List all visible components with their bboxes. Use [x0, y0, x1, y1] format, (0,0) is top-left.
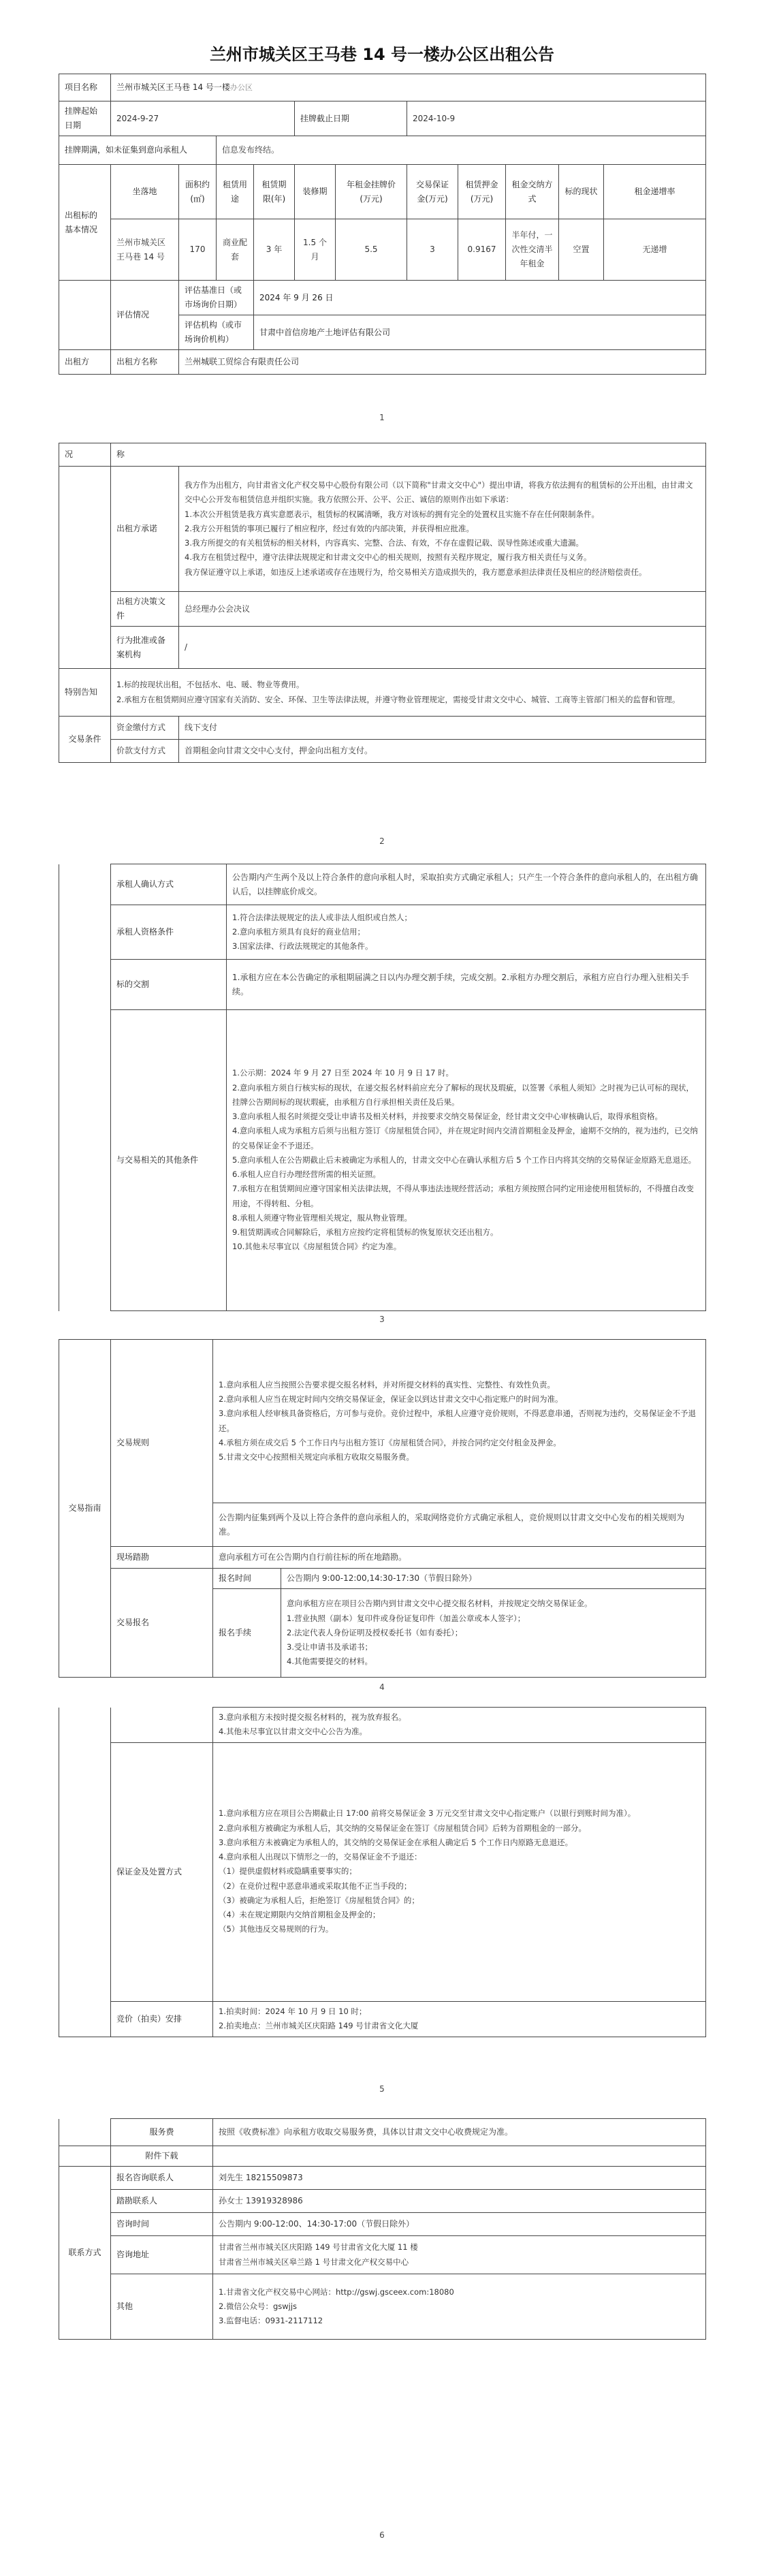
pay-value: 线下支付	[179, 717, 706, 740]
notice-value: 意向承租方可在公告期内自行前往标的所在地踏勘。	[213, 1547, 706, 1569]
page-number: 2	[379, 836, 385, 846]
col-header: 租赁期限(年)	[254, 165, 295, 219]
top-line: 3.意向承租方未按时提交报名材料的，视为放弃报名。	[219, 1712, 407, 1722]
col-header: 年租金挂牌价(万元)	[336, 165, 407, 219]
page-title: 兰州市城关区王马巷 14 号一楼办公区出租公告	[209, 45, 555, 64]
pay-req-value: 首期租金向甘肃文交中心支付，押金向出租方支付。	[179, 740, 706, 763]
other-line: 3.意向承租人报名时须提交受让申请书及相关材料，并按要求交纳交易保证金，经甘肃文交中心审核确认后，取得承租资格。	[232, 1112, 663, 1122]
eval-base-label: 评估基准日（或市场询价日期）	[179, 281, 254, 315]
rules2-value: 公告期内征集到两个及以上符合条件的意向承租人的，采取网络竞价方式确定承租人，竞价规则以甘肃文交中心发布的相关规则为准。	[213, 1503, 706, 1547]
approve-value: /	[179, 627, 706, 669]
c2-label: 踏勘联系人	[111, 2190, 213, 2213]
other-line: 5.意向承租人在公告期截止后未被确定为承租人的，甘肃文交中心在确认承租方后 5 个工作日内将其交纳的交易保证金原路无息退还。	[232, 1155, 697, 1165]
lessee-conditions-table	[59, 864, 706, 1311]
pay-req-label: 价款支付方式	[111, 740, 179, 763]
approve-label: 行为批准或备案机构	[111, 627, 179, 669]
col-header: 租赁押金(万元)	[458, 165, 506, 219]
apply-req-line: 意向承租方应在项目公告期内到甘肃文交中心提交报名材料，并按规定交纳交易保证金。	[287, 1599, 592, 1609]
deposit-table	[59, 1707, 706, 2037]
lessor-name-value: 兰州城联工贸综合有限责任公司	[179, 350, 706, 375]
table-cell: 空置	[559, 219, 604, 281]
end-date-label: 挂牌截止日期	[295, 101, 407, 136]
bid-line: 1.拍卖时间：2024 年 10 月 9 日 10 时；	[219, 2006, 367, 2016]
page-number: 5	[379, 2084, 385, 2094]
c1-value: 刘先生 18215509873	[213, 2167, 706, 2190]
start-date-label: 挂牌起始日期	[59, 101, 111, 136]
mark-label: 标的交割	[111, 960, 227, 1010]
apply-req-line: 3.受让申请书及承诺书；	[287, 1642, 372, 1652]
service-label: 服务费	[111, 2119, 213, 2146]
c4-line: 甘肃省兰州市城关区庆阳路 149 号甘肃省文化大厦 11 楼	[219, 2242, 418, 2252]
table-cell: 无递增	[604, 219, 706, 281]
deadline-note-value: 信息发布终结。	[217, 136, 706, 165]
section-fragment: 况	[59, 443, 111, 467]
col-header: 租赁用途	[217, 165, 254, 219]
decision-value: 总经理办公会决议	[179, 592, 706, 627]
guide-side-label: 交易指南	[59, 1340, 111, 1678]
commit-line: 2.我方公开租赁的事项已履行了相应程序，经过有效的内部决策，并获得相应批准。	[185, 523, 474, 533]
commit-line: 1.本次公开租赁是我方真实意愿表示，租赁标的权属清晰，我方对该标的拥有完全的处置权且实施不存在任何限制条件。	[185, 509, 599, 519]
deposit-line: （4）未在规定期限内交纳首期租金及押金的；	[219, 1910, 381, 1920]
table-cell: 3	[407, 219, 458, 281]
apply-req-line: 4.其他需要提交的材料。	[287, 1656, 372, 1667]
bid-line: 2.拍卖地点：兰州市城关区庆阳路 149 号甘肃省文化大厦	[219, 2021, 419, 2031]
other-line: 9.租赁期满或合同解除后，承租方应按约定将租赁标的恢复原状交还出租方。	[232, 1227, 498, 1238]
other-line: 4.意向承租人成为承租方后须与出租方签订《房屋租赁合同》，并在规定时间内交清首期租金及押金，逾期不交纳的，视为违约，已交纳的交易保证金不予退还。	[232, 1126, 698, 1150]
table-cell: 兰州市城关区王马巷 14 号	[111, 219, 179, 281]
contact-label: 联系方式	[59, 2167, 111, 2340]
contact-table	[59, 2118, 706, 2340]
page-number: 4	[379, 1682, 385, 1692]
col-header: 租金交纳方式	[506, 165, 559, 219]
apply-req-line: 1.营业执照（副本）复印件或身份证复印件（加盖公章或本人签字）；	[287, 1613, 526, 1623]
eval-base-value: 2024 年 9 月 26 日	[254, 281, 706, 315]
deposit-line: （1）提供虚假材料或隐瞒重要事实的；	[219, 1866, 357, 1876]
table-cell: 半年付，一次性交清半年租金	[506, 219, 559, 281]
section-fragment: 称	[111, 443, 706, 467]
rules-label: 交易规则	[111, 1340, 213, 1547]
project-name-value: 兰州市城关区王马巷 14 号一楼	[116, 82, 230, 92]
other-line: 1.公示期：2024 年 9 月 27 日至 2024 年 10 月 9 日 17 时。	[232, 1068, 454, 1078]
apply-label: 交易报名	[111, 1569, 213, 1678]
rules-line: 3.意向承租人经审核具备资格后，方可参与竞价。竞价过程中，承租人应遵守竞价规则，不得恶意串通，否则视为违约，交易保证金不予退还。	[219, 1409, 696, 1433]
c4-line: 甘肃省兰州市城关区皋兰路 1 号甘肃文化产权交易中心	[219, 2257, 409, 2267]
basic-info-table	[59, 74, 706, 375]
apply-time-value: 公告期内 9:00-12:00,14:30-17:30（节假日除外）	[281, 1569, 706, 1589]
rules-line: 5.甘肃文交中心按照相关规定向承租方收取交易服务费。	[219, 1452, 414, 1462]
deposit-line: 3.意向承租方未被确定为承租人的，其交纳的交易保证金在承租人确定后 5 个工作日内原路无息退还。	[219, 1837, 573, 1847]
deposit-line: （5）其他违反交易规则的行为。	[219, 1924, 334, 1934]
confirm-value: 公告期内产生两个及以上符合条件的意向承租人时，采取拍卖方式确定承租人；只产生一个符合条件的意向承租人的，在出租方确认后，以挂牌底价成交。	[227, 864, 706, 905]
table-cell: 170	[179, 219, 217, 281]
eval-label: 评估情况	[111, 281, 179, 350]
commit-line: 4.我方在租赁过程中，遵守法律法规规定和甘肃文交中心的相关规则，按照有关程序规定，履行我方相关责任与义务。	[185, 552, 592, 563]
commit-line: 我方作为出租方，向甘肃省文化产权交易中心股份有限公司（以下简称"甘肃文交中心"）提出申请，将我方依法拥有的租赁标的公开出租，由甘肃文交中心公开发布租赁信息并组织实施。我方依照公开、公平、公正、诚信的原则作出如下承诺：	[185, 480, 693, 505]
commit-line: 3.我方所提交的有关租赁标的相关材料，内容真实、完整、合法、有效，不存在虚假记载、误导性陈述或重大遗漏。	[185, 538, 584, 548]
pay-label: 资金缴付方式	[111, 717, 179, 740]
c3-label: 咨询时间	[111, 2213, 213, 2236]
c1-label: 报名咨询联系人	[111, 2167, 213, 2190]
bid-label: 竞价（拍卖）安排	[111, 2001, 213, 2037]
lessor-label: 出租方	[59, 350, 111, 375]
other-line: 7.承租方在租赁期间应遵守国家相关法律法规，不得从事违法违规经营活动；承租方须按照合同约定用途使用租赁标的，不得擅自改变用途，不得转租、分租。	[232, 1184, 694, 1208]
special-line: 1.标的按现状出租，不包括水、电、暖、物业等费用。	[116, 680, 304, 690]
end-date-value: 2024-10-9	[407, 101, 706, 136]
col-header: 面积约(㎡)	[179, 165, 217, 219]
special-label: 特别告知	[59, 669, 111, 717]
other-line: 6.承租人应自行办理经营所需的相关证照。	[232, 1169, 381, 1180]
qual-line: 3.国家法律、行政法规规定的其他条件。	[232, 941, 373, 952]
service-value: 按照《收费标准》向承租方收取交易服务费，具体以甘肃文交中心收费规定为准。	[213, 2119, 706, 2146]
apply-time-label: 报名时间	[213, 1569, 281, 1589]
c4-label: 咨询地址	[111, 2236, 213, 2274]
apply-req-line: 2.法定代表人身份证明及授权委托书（如有委托）；	[287, 1627, 463, 1637]
table-cell: 3 年	[254, 219, 295, 281]
table-cell: 0.9167	[458, 219, 506, 281]
basic-label: 出租标的基本情况	[59, 165, 111, 281]
col-header: 装修期	[295, 165, 336, 219]
other-line: 8.承租人须遵守物业管理相关规定，服从物业管理。	[232, 1212, 412, 1223]
decision-label: 出租方决策文件	[111, 592, 179, 627]
table-cell: 1.5 个月	[295, 219, 336, 281]
rules-line: 2.意向承租人应当在规定时间内交纳交易保证金，保证金以到达甘肃文交中心指定账户的时间为准。	[219, 1394, 563, 1404]
c3-value: 公告期内 9:00-12:00、14:30-17:00（节假日除外）	[213, 2213, 706, 2236]
lessor-name-label: 出租方名称	[111, 350, 179, 375]
c2-value: 孙女士 13919328986	[213, 2190, 706, 2213]
page-number: 1	[379, 413, 385, 422]
confirm-label: 承租人确认方式	[111, 864, 227, 905]
col-header: 租金递增率	[604, 165, 706, 219]
attach-label[interactable]: 附件下载	[111, 2146, 213, 2167]
notice-label: 现场踏勘	[111, 1547, 213, 1569]
deposit-line: （3）被确定为承租人后，拒绝签订《房屋租赁合同》的；	[219, 1895, 419, 1905]
eval-org-value: 甘肃中首信房地产土地评估有限公司	[254, 315, 706, 350]
col-header: 标的现状	[559, 165, 604, 219]
qual-line: 1.符合法律法规规定的法人或非法人组织或自然人；	[232, 912, 412, 922]
deposit-line: 4.意向承租人出现以下情形之一的，交易保证金不予退还：	[219, 1852, 422, 1862]
col-header: 交易保证金(万元)	[407, 165, 458, 219]
project-name-suffix: 办公区	[229, 83, 253, 92]
lessor-info-table	[59, 443, 706, 763]
c5-label: 其他	[111, 2274, 213, 2340]
page-number: 3	[379, 1315, 385, 1324]
commit-label: 出租方承诺	[111, 467, 179, 592]
col-header: 坐落地	[111, 165, 179, 219]
mark-value: 1.承租方应在本公告确定的承租期届满之日以内办理交割手续，完成交割。2.承租方办理交割后，承租方应自行办理入驻相关手续。	[227, 960, 706, 1010]
commit-line: 我方保证遵守以上承诺，如违反上述承诺或存在违规行为，给交易相关方造成损失的，我方愿意承担法律责任及相应的经济赔偿责任。	[185, 567, 647, 577]
top-line: 4.其他未尽事宜以甘肃文交中心公告为准。	[219, 1727, 367, 1737]
deposit-line: （2）在竞价过程中恶意串通或采取其他不正当手段的；	[219, 1881, 412, 1891]
rules-line: 1.意向承租人应当按照公告要求提交报名材料，并对所提交材料的真实性、完整性、有效性负责。	[219, 1379, 555, 1389]
other-line: 2.意向承租方须自行核实标的现状，在递交报名材料前应充分了解标的现状及瑕疵，以签署《承租人须知》之时视为已认可标的现状，挂牌公告期间标的现状瑕疵，由承租方自行承担相关责任及后果。	[232, 1082, 694, 1107]
table-cell: 5.5	[336, 219, 407, 281]
page-number: 6	[379, 2530, 385, 2540]
project-name-label: 项目名称	[59, 74, 111, 101]
deposit-line: 2.意向承租方被确定为承租人后，其交纳的交易保证金在签订《房屋租赁合同》后转为首期租金的一部分。	[219, 1823, 586, 1833]
deposit-line: 1.意向承租方应在项目公告期截止日 17:00 前将交易保证金 3 万元交至甘肃文交中心指定账户（以银行到账时间为准）。	[219, 1808, 636, 1819]
other-line: 10.其他未尽事宜以《房屋租赁合同》约定为准。	[232, 1242, 402, 1252]
special-line: 2.承租方在租赁期间应遵守国家有关消防、安全、环保、卫生等法律法规，并遵守物业管理规定，需接受甘肃文交中心、城管、工商等主管部门相关的监督和管理。	[116, 694, 680, 704]
start-date-value: 2024-9-27	[111, 101, 295, 136]
trade-guide-table	[59, 1339, 706, 1678]
other-label: 与交易相关的其他条件	[111, 1010, 227, 1311]
rules-line: 4.承租方须在成交后 5 个工作日内与出租方签订《房屋租赁合同》，并按合同约定交付租金及押金。	[219, 1437, 561, 1447]
apply-req-label: 报名手续	[213, 1589, 281, 1678]
trade-label: 交易条件	[59, 717, 111, 763]
c5-line: 1.甘肃省文化产权交易中心网站：http://gswj.gsceex.com:18080	[219, 2287, 454, 2297]
deposit-label: 保证金及处置方式	[111, 1742, 213, 2001]
table-cell: 商业配套	[217, 219, 254, 281]
deadline-note-label: 挂牌期满，如未征集到意向承租人	[59, 136, 217, 165]
eval-org-label: 评估机构（或市场询价机构）	[179, 315, 254, 350]
c5-line: 2.微信公众号：gswjjs	[219, 2301, 298, 2311]
qual-line: 2.意向承租方须具有良好的商业信用；	[232, 926, 365, 937]
qual-label: 承租人资格条件	[111, 905, 227, 960]
c5-line: 3.监督电话：0931-2117112	[219, 2316, 323, 2326]
